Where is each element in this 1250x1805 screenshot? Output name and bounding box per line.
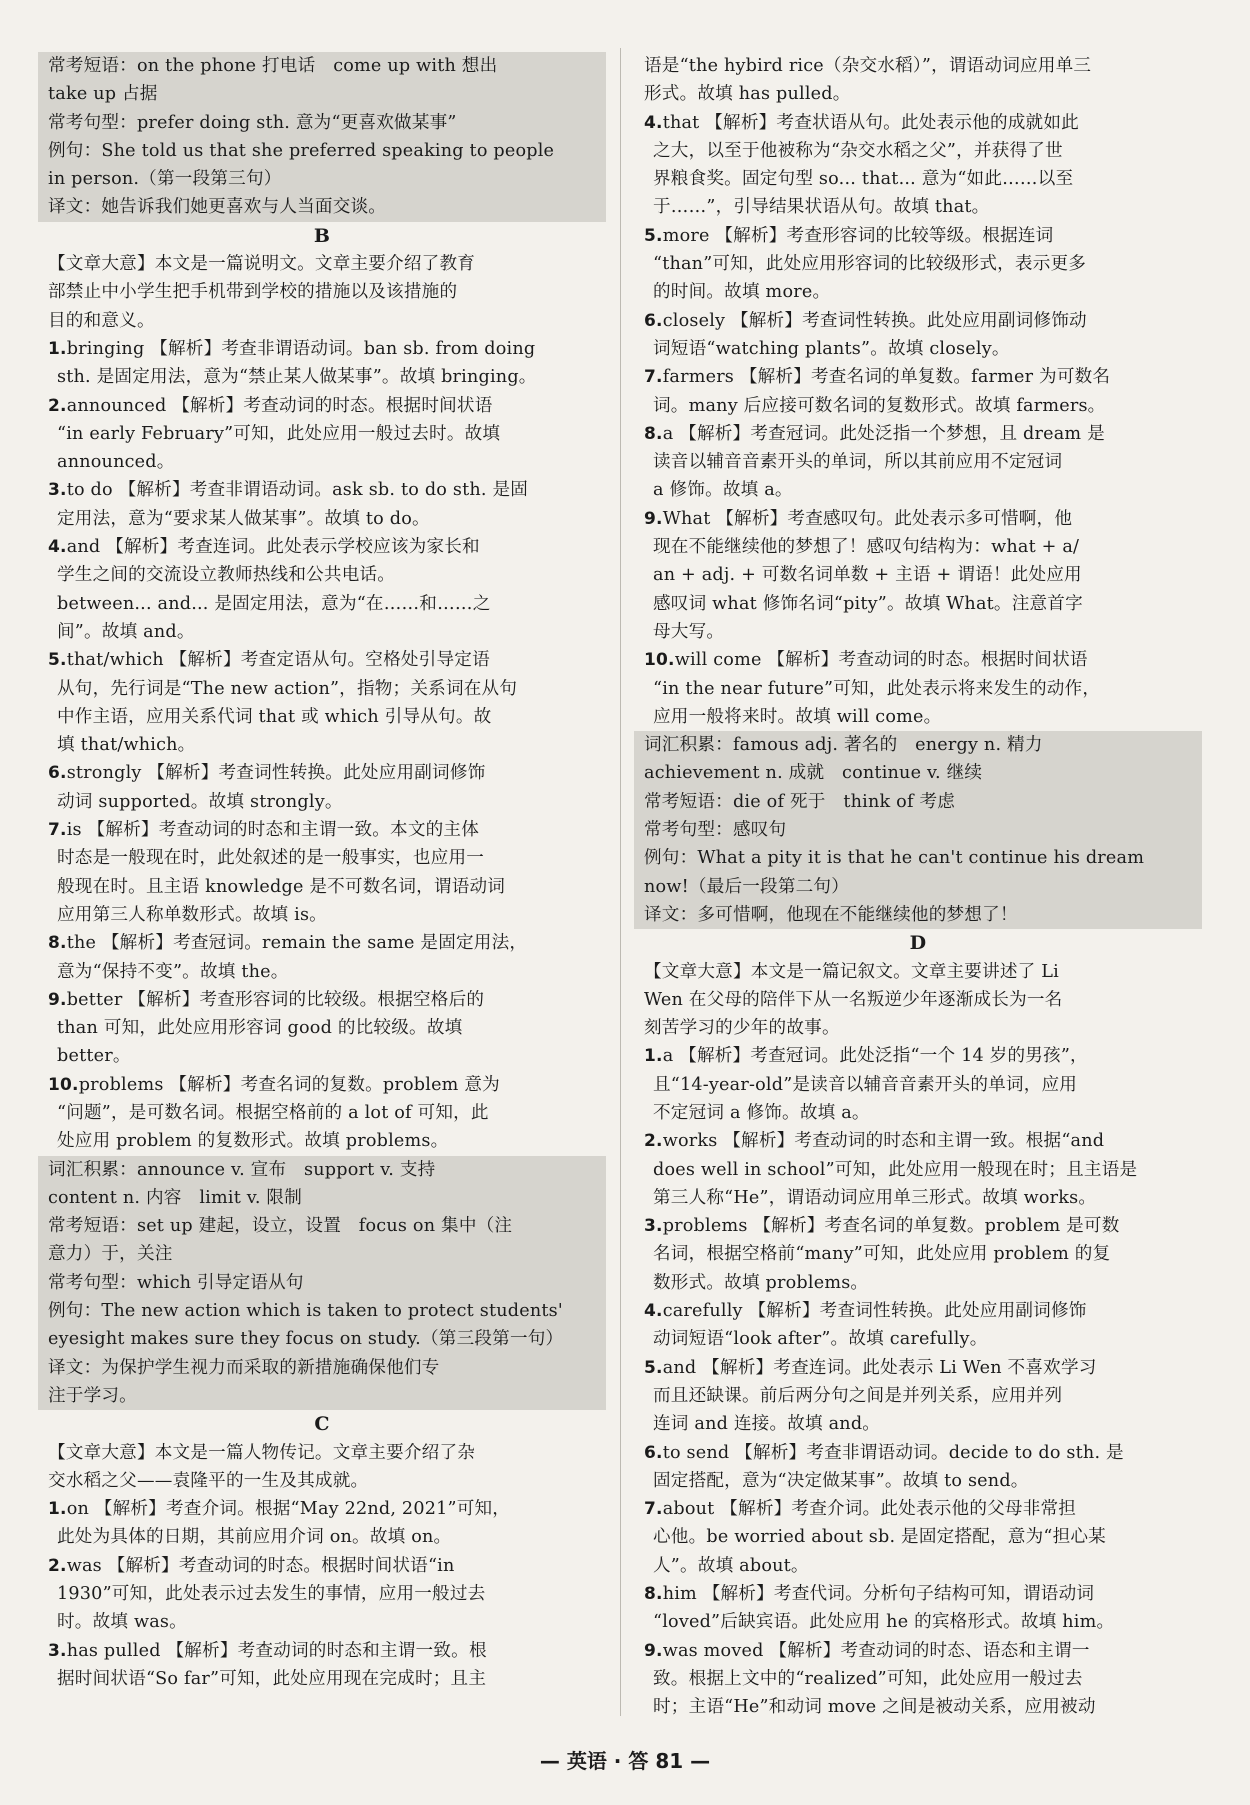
box-line: 译文：她告诉我们她更喜欢与人当面交谈。 (48, 197, 387, 218)
answer-item (644, 646, 1192, 731)
text-line: 【文章大意】本文是一篇记叙文。文章主要讲述了 Li (644, 961, 1059, 982)
box-line: take up 占据 (48, 84, 158, 105)
answer-line: 时；主语“He”和动词 move 之间是被动关系，应用被动 (653, 1697, 1096, 1718)
answer-item (48, 1552, 596, 1637)
answer-first-line (644, 1439, 1192, 1467)
answer-line: 般现在时。且主语 knowledge 是不可数名词，谓语动词 (57, 876, 506, 897)
answer-text: has pulled 【解析】考查动词的时态和主谓一致。根 (66, 1640, 487, 1661)
answer-item (644, 1637, 1192, 1722)
answer-first-line (644, 1495, 1192, 1523)
question-number: 6. (644, 1442, 663, 1463)
answer-text: to do 【解析】考查非谓语动词。ask sb. to do sth. 是固 (66, 480, 529, 501)
answer-item (644, 1495, 1192, 1580)
question-number: 9. (644, 508, 663, 529)
answer-first-line (48, 1637, 596, 1665)
box-line: 例句：She told us that she preferred speaking to people (48, 140, 555, 161)
answer-text: bringing 【解析】考查非谓语动词。ban sb. from doing (66, 338, 536, 359)
box-line: content n. 内容 limit v. 限制 (48, 1187, 303, 1208)
question-number: 2. (48, 395, 67, 416)
answer-item (644, 1354, 1192, 1439)
question-number: 8. (644, 1584, 663, 1605)
answer-item (644, 363, 1192, 420)
answer-first-line (48, 1071, 596, 1099)
text-line: 形式。故填 has pulled。 (644, 84, 851, 105)
answer-text: and 【解析】考查连词。此处表示 Li Wen 不喜欢学习 (662, 1357, 1097, 1378)
answer-line: 中作主语，应用关系代词 that 或 which 引导从句。故 (57, 706, 492, 727)
answer-text: closely 【解析】考查词性转换。此处应用副词修饰动 (662, 310, 1087, 331)
answer-first-line (644, 1637, 1192, 1665)
question-number: 8. (644, 423, 663, 444)
answer-first-line (48, 335, 596, 363)
answer-text: on 【解析】考查介词。根据“May 22nd, 2021”可知， (66, 1499, 511, 1520)
summary-paragraph (644, 52, 1192, 109)
answer-first-line (48, 392, 596, 420)
answer-first-line (644, 307, 1192, 335)
text-line: 目的和意义。 (48, 310, 155, 331)
box-line: 常考句型：感叹句 (644, 820, 787, 841)
answer-line: 固定搭配，意为“决定做某事”。故填 to send。 (653, 1470, 1029, 1491)
box-line: 常考短语：set up 建起，设立，设置 focus on 集中（注 (48, 1216, 513, 1237)
question-number: 1. (644, 1046, 663, 1067)
vocab-box (38, 1156, 606, 1411)
answer-text: problems 【解析】考查名词的复数。problem 意为 (78, 1074, 500, 1095)
answer-line: 定用法，意为“要求某人做某事”。故填 to do。 (57, 508, 430, 529)
answer-line: 连词 and 连接。故填 and。 (653, 1414, 881, 1435)
answer-item (48, 1637, 596, 1694)
answer-line: 动词短语“look after”。故填 carefully。 (653, 1329, 988, 1350)
answer-text: was 【解析】考查动词的时态。根据时间状语“in (66, 1555, 455, 1576)
answer-text: about 【解析】考查介词。此处表示他的父母非常担 (662, 1499, 1077, 1520)
answer-item (644, 1127, 1192, 1212)
answer-first-line (644, 1580, 1192, 1608)
section-heading: D (909, 932, 927, 955)
answer-line: 据时间状语“So far”可知，此处应用现在完成时；且主 (57, 1668, 487, 1689)
answer-text: better 【解析】考查形容词的比较级。根据空格后的 (66, 989, 485, 1010)
answer-line: between... and... 是固定用法，意为“在……和……之 (57, 593, 491, 614)
answer-line: 名词，根据空格前“many”可知，此处应用 problem 的复 (653, 1244, 1111, 1265)
question-number: 4. (644, 1301, 663, 1322)
question-number: 2. (48, 1555, 67, 1576)
answer-first-line (48, 533, 596, 561)
answer-text: problems 【解析】考查名词的单复数。problem 是可数 (662, 1216, 1120, 1237)
answer-text: farmers 【解析】考查名词的单复数。farmer 为可数名 (662, 367, 1111, 388)
answer-item (644, 109, 1192, 222)
answer-line: 读音以辅音音素开头的单词，所以其前应用不定冠词 (653, 452, 1063, 473)
answer-item (644, 1439, 1192, 1496)
question-number: 10. (644, 650, 675, 671)
answer-text: more 【解析】考查形容词的比较等级。根据连词 (662, 225, 1054, 246)
answer-line: 感叹词 what 修饰名词“pity”。故填 What。注意首字 (653, 593, 1083, 614)
answer-item (644, 1580, 1192, 1637)
answer-first-line (644, 363, 1192, 391)
answer-line: 于……”，引导结果状语从句。故填 that。 (653, 197, 990, 218)
left-column (48, 52, 596, 1693)
answer-line: “问题”，是可数名词。根据空格前的 a lot of 可知，此 (57, 1102, 489, 1123)
question-number: 3. (48, 480, 67, 501)
answer-first-line (644, 222, 1192, 250)
answer-line: 不定冠词 a 修饰。故填 a。 (653, 1102, 870, 1123)
question-number: 1. (48, 338, 67, 359)
text-line: 【文章大意】本文是一篇人物传记。文章主要介绍了杂 (48, 1442, 476, 1463)
answer-line: 间”。故填 and。 (57, 621, 195, 642)
answer-line: 且“14-year-old”是读音以辅音音素开头的单词，应用 (653, 1074, 1078, 1095)
question-number: 7. (644, 367, 663, 388)
answer-line: 词。many 后应接可数名词的复数形式。故填 farmers。 (653, 395, 1106, 416)
column-divider (620, 48, 621, 1716)
answer-item (48, 646, 596, 759)
box-line: 常考句型：prefer doing sth. 意为“更喜欢做某事” (48, 112, 457, 133)
answer-text: the 【解析】考查冠词。remain the same 是固定用法， (66, 933, 528, 954)
answer-first-line (48, 476, 596, 504)
answer-line: 之大，以至于他被称为“杂交水稻之父”，并获得了世 (653, 140, 1063, 161)
question-number: 3. (48, 1640, 67, 1661)
answer-line: 致。根据上文中的“realized”可知，此处应用一般过去 (653, 1668, 1083, 1689)
text-line: 语是“the hybird rice（杂交水稻）”，谓语动词应用单三 (644, 56, 1092, 76)
answer-line: 词短语“watching plants”。故填 closely。 (653, 338, 1010, 359)
answer-first-line (644, 1212, 1192, 1240)
text-line: 交水稻之父——袁隆平的一生及其成就。 (48, 1470, 369, 1491)
question-number: 6. (48, 763, 67, 784)
summary-paragraph (48, 1439, 596, 1496)
answer-first-line (48, 816, 596, 844)
text-line: 刻苦学习的少年的故事。 (644, 1018, 840, 1039)
question-number: 1. (48, 1499, 67, 1520)
answer-item (48, 392, 596, 477)
question-number: 7. (48, 820, 67, 841)
answer-text: that/which 【解析】考查定语从句。空格处引导定语 (66, 650, 490, 671)
vocab-box (634, 731, 1202, 929)
answer-item (48, 476, 596, 533)
answer-line: “in the near future”可知，此处表示将来发生的动作， (653, 678, 1101, 699)
answer-first-line (48, 759, 596, 787)
box-line: 译文：多可惜啊，他现在不能继续他的梦想了！ (644, 904, 1018, 925)
question-number: 9. (48, 989, 67, 1010)
answer-line: an + adj. + 可数名词单数 + 主语 + 谓语！此处应用 (653, 565, 1082, 586)
question-number: 6. (644, 310, 663, 331)
answer-line: 时态是一般现在时，此处叙述的是一般事实，也应用一 (57, 848, 485, 869)
vocab-box (38, 52, 606, 222)
box-line: 常考句型：which 引导定语从句 (48, 1272, 304, 1293)
answer-item (644, 307, 1192, 364)
question-number: 5. (644, 225, 663, 246)
question-number: 5. (48, 650, 67, 671)
page-footer: — 英语 · 答 81 — (539, 1749, 711, 1773)
answer-line: 从句，先行词是“The new action”，指物；关系词在从句 (57, 678, 518, 699)
answer-item (644, 1042, 1192, 1127)
text-line: 【文章大意】本文是一篇说明文。文章主要介绍了教育 (48, 254, 476, 275)
answer-item (48, 1495, 596, 1552)
answer-text: announced 【解析】考查动词的时态。根据时间状语 (66, 395, 493, 416)
summary-paragraph (48, 250, 596, 335)
answer-line: 界粮食奖。固定句型 so... that... 意为“如此……以至 (653, 169, 1074, 190)
question-number: 7. (644, 1499, 663, 1520)
answer-first-line (644, 505, 1192, 533)
answer-item (48, 986, 596, 1071)
box-line: achievement n. 成就 continue v. 继续 (644, 763, 983, 784)
box-line: 词汇积累：announce v. 宣布 support v. 支持 (48, 1159, 436, 1180)
answer-line: 现在不能继续他的梦想了！感叹句结构为：what + a/ (653, 537, 1080, 558)
answer-text: carefully 【解析】考查词性转换。此处应用副词修饰 (662, 1301, 1087, 1322)
answer-item (644, 420, 1192, 505)
answer-line: “loved”后缺宾语。此处应用 he 的宾格形式。故填 him。 (653, 1612, 1115, 1633)
box-line: 例句：The new action which is taken to protect students' (48, 1301, 563, 1322)
answer-line: 动词 supported。故填 strongly。 (57, 791, 343, 812)
answer-line: announced。 (57, 452, 175, 473)
summary-paragraph (644, 958, 1192, 1043)
answer-item (48, 1071, 596, 1156)
box-line: 注于学习。 (48, 1385, 137, 1406)
answer-first-line (644, 1354, 1192, 1382)
answer-text: and 【解析】考查连词。此处表示学校应该为家长和 (66, 537, 480, 558)
box-line: 常考短语：on the phone 打电话 come up with 想出 (48, 56, 498, 76)
question-number: 9. (644, 1640, 663, 1661)
answer-text: him 【解析】考查代词。分析句子结构可知，谓语动词 (662, 1584, 1095, 1605)
answer-text: that 【解析】考查状语从句。此处表示他的成就如此 (662, 112, 1079, 133)
answer-line: than 可知，此处应用形容词 good 的比较级。故填 (57, 1018, 463, 1039)
box-line: 译文：为保护学生视力而采取的新措施确保他们专 (48, 1357, 440, 1378)
answer-first-line (644, 1297, 1192, 1325)
answer-line: 数形式。故填 problems。 (653, 1272, 869, 1293)
answer-first-line (48, 929, 596, 957)
answer-line: 学生之间的交流设立教师热线和公共电话。 (57, 565, 396, 586)
answer-text: What 【解析】考查感叹句。此处表示多可惜啊，他 (662, 508, 1073, 529)
question-number: 10. (48, 1074, 79, 1095)
answer-first-line (48, 646, 596, 674)
text-line: Wen 在父母的陪伴下从一名叛逆少年逐渐成长为一名 (644, 989, 1063, 1010)
answer-first-line (644, 420, 1192, 448)
answer-line: 意为“保持不变”。故填 the。 (57, 961, 289, 982)
answer-line: 时。故填 was。 (57, 1612, 187, 1633)
answer-text: will come 【解析】考查动词的时态。根据时间状语 (674, 650, 1088, 671)
answer-line: 1930”可知，此处表示过去发生的事情，应用一般过去 (57, 1584, 486, 1605)
box-line: 词汇积累：famous adj. 著名的 energy n. 精力 (644, 735, 1043, 756)
answer-item (48, 759, 596, 816)
box-line: 常考短语：die of 死于 think of 考虑 (644, 791, 956, 812)
answer-item (48, 533, 596, 646)
answer-line: better。 (57, 1046, 131, 1067)
answer-line: “than”可知，此处应用形容词的比较级形式，表示更多 (653, 254, 1087, 275)
answer-line: 心他。be worried about sb. 是固定搭配，意为“担心某 (653, 1527, 1106, 1548)
answer-line: does well in school”可知，此处应用一般现在时；且主语是 (653, 1159, 1138, 1180)
answer-line: 应用第三人称单数形式。故填 is。 (57, 904, 327, 925)
answer-line: 此处为具体的日期，其前应用介词 on。故填 on。 (57, 1527, 452, 1548)
box-line: 例句：What a pity it is that he can't continue his dream (644, 848, 1145, 869)
box-line: in person.（第一段第三句） (48, 169, 282, 190)
question-number: 4. (48, 537, 67, 558)
answer-text: to send 【解析】考查非谓语动词。decide to do sth. 是 (662, 1442, 1124, 1463)
answer-line: 而且还缺课。前后两分句之间是并列关系，应用并列 (653, 1385, 1063, 1406)
answer-first-line (644, 1042, 1192, 1070)
answer-line: 应用一般将来时。故填 will come。 (653, 706, 942, 727)
answer-first-line (644, 1127, 1192, 1155)
question-number: 4. (644, 112, 663, 133)
answer-first-line (644, 109, 1192, 137)
text-line: 部禁止中小学生把手机带到学校的措施以及该措施的 (48, 282, 458, 303)
answer-text: works 【解析】考查动词的时态和主谓一致。根据“and (662, 1131, 1105, 1152)
box-line: now!（最后一段第二句） (644, 876, 849, 897)
box-line: 意力）于，关注 (48, 1244, 173, 1265)
answer-line: a 修饰。故填 a。 (653, 480, 793, 501)
answer-text: a 【解析】考查冠词。此处泛指“一个 14 岁的男孩”， (662, 1046, 1088, 1067)
section-heading: B (313, 224, 331, 247)
answer-first-line (48, 1552, 596, 1580)
question-number: 8. (48, 933, 67, 954)
answer-item (48, 816, 596, 929)
question-number: 5. (644, 1357, 663, 1378)
answer-line: 的时间。故填 more。 (653, 282, 831, 303)
answer-first-line (48, 1495, 596, 1523)
answer-line: 母大写。 (653, 621, 725, 642)
answer-text: a 【解析】考查冠词。此处泛指一个梦想，且 dream 是 (662, 423, 1105, 444)
answer-item (48, 929, 596, 986)
section-heading: C (314, 1413, 330, 1436)
answer-text: is 【解析】考查动词的时态和主谓一致。本文的主体 (66, 820, 480, 841)
answer-line: 处应用 problem 的复数形式。故填 problems。 (57, 1131, 449, 1152)
answer-item (48, 335, 596, 392)
box-line: eyesight makes sure they focus on study.（第三段第一句） (48, 1329, 564, 1350)
answer-line: 填 that/which。 (57, 735, 196, 756)
answer-first-line (48, 986, 596, 1014)
answer-text: strongly 【解析】考查词性转换。此处应用副词修饰 (66, 763, 486, 784)
answer-item (644, 1297, 1192, 1354)
answer-line: 人”。故填 about。 (653, 1555, 809, 1576)
answer-item (644, 222, 1192, 307)
answer-line: 第三人称“He”，谓语动词应用单三形式。故填 works。 (653, 1187, 1097, 1208)
answer-line: “in early February”可知，此处应用一般过去时。故填 (57, 423, 501, 444)
answer-text: was moved 【解析】考查动词的时态、语态和主谓一 (662, 1640, 1090, 1661)
answer-item (644, 1212, 1192, 1297)
answer-first-line (644, 646, 1192, 674)
right-column (644, 52, 1192, 1722)
question-number: 3. (644, 1216, 663, 1237)
question-number: 2. (644, 1131, 663, 1152)
answer-item (644, 505, 1192, 646)
answer-line: sth. 是固定用法，意为“禁止某人做某事”。故填 bringing。 (57, 367, 537, 388)
